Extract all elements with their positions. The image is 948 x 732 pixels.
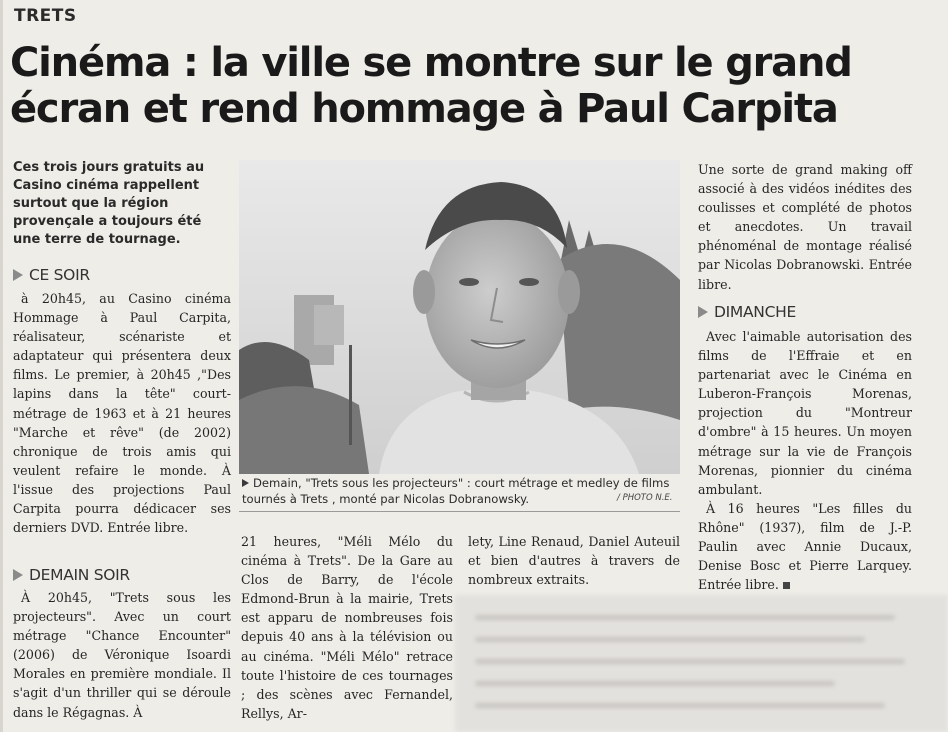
column-3 [468, 532, 680, 589]
headline [10, 40, 940, 132]
column-2 [241, 532, 453, 723]
triangle-right-icon [13, 569, 23, 581]
paragraph-text: À 16 heures "Les filles du Rhône" (1937), film de J.-P. Paulin avec Annie Ducaux, Denise Bosc et Pierre Larquey. Entrée libre. [698, 500, 912, 593]
body-paragraph: 21 heures, "Méli Mélo du cinéma à Trets". De la Gare au Clos de Barry, de l'école Edmond-Brun à la mairie, Trets est apparu de nombreuses fois depuis 40 ans à la télévision ou au cinéma. "Méli Mélo" retrace toute l'histoire de ces tournages ; des scènes avec Fernandel, Rellys, Ar- [241, 534, 453, 721]
body-paragraph: Une sorte de grand making off associé à des vidéos inédites des coulisses et complété de photos et anecdotes. Un travail phénoménal de montage réalisé par Nicolas Dobranowski. Entrée libre. [698, 162, 912, 292]
triangle-right-icon [698, 306, 708, 318]
section-label: TRETS [14, 6, 77, 26]
subhead-ce-soir [13, 266, 90, 284]
article-photo [239, 160, 680, 474]
blurred-region [455, 595, 948, 732]
body-paragraph: lety, Line Renaud, Daniel Auteuil et bien d'autres à travers de nombreux extraits. [468, 534, 680, 588]
lead-paragraph: Ces trois jours gratuits au Casino cinéma rappellent surtout que la région provençale a toujours été une terre de tournage. [13, 160, 205, 247]
subhead-label: CE SOIR [29, 266, 90, 284]
subhead-label: DIMANCHE [714, 303, 796, 321]
subhead-dimanche [698, 303, 796, 321]
column-1-ce-soir [13, 289, 231, 537]
column-4-top [698, 160, 912, 294]
photo-credit: / PHOTO N.E. [617, 493, 673, 503]
divider [239, 511, 680, 512]
subhead-label: DEMAIN SOIR [29, 566, 130, 584]
triangle-right-icon [13, 269, 23, 281]
body-paragraph: Avec l'aimable autorisation des films de l'Effraie et en partenariat avec le Cinéma en Luberon-François Morenas, projection du "Montreur d'ombre" à 15 heures. Un moyen métrage sur la vie de François Morenas, pionnier du cinéma ambulant. [698, 329, 912, 497]
caption-text: Demain, "Trets sous les projecteurs" : court métrage et medley de films tournés à Trets , monté par Nicolas Dobranowsky. [242, 476, 670, 506]
headline-line-2: écran et rend hommage à Paul Carpita [10, 86, 838, 132]
column-1-demain-soir [13, 588, 231, 722]
portrait-photo-illustration [239, 160, 680, 474]
body-paragraph: À 20h45, "Trets sous les projecteurs". Avec un court métrage "Chance Encounter" (2006) de Véronique Isoardi Morales en première mondiale. Il s'agit d'un thriller qui se déroule dans le Régagnas. À [13, 590, 231, 720]
triangle-right-icon [242, 479, 249, 487]
column-4-dimanche [698, 327, 912, 594]
page-edge [0, 0, 3, 732]
body-paragraph: à 20h45, au Casino cinéma Hommage à Paul Carpita, réalisateur, scénariste et adaptateur qui présentera deux films. Le premier, à 20h45 ,"Des lapins dans la tête" court-métrage de 1963 et à 21 heures "Marche et rêve" (de 2002) chronique de trois amis qui veulent refaire le monde. À l'issue des projections Paul Carpita pourra dédicacer ses derniers DVD. Entrée libre. [13, 291, 231, 536]
subhead-demain-soir [13, 566, 130, 584]
body-paragraph [698, 499, 912, 594]
photo-caption [242, 475, 680, 507]
headline-line-1: Cinéma : la ville se montre sur le grand [10, 40, 852, 86]
square-end-icon [783, 582, 790, 589]
